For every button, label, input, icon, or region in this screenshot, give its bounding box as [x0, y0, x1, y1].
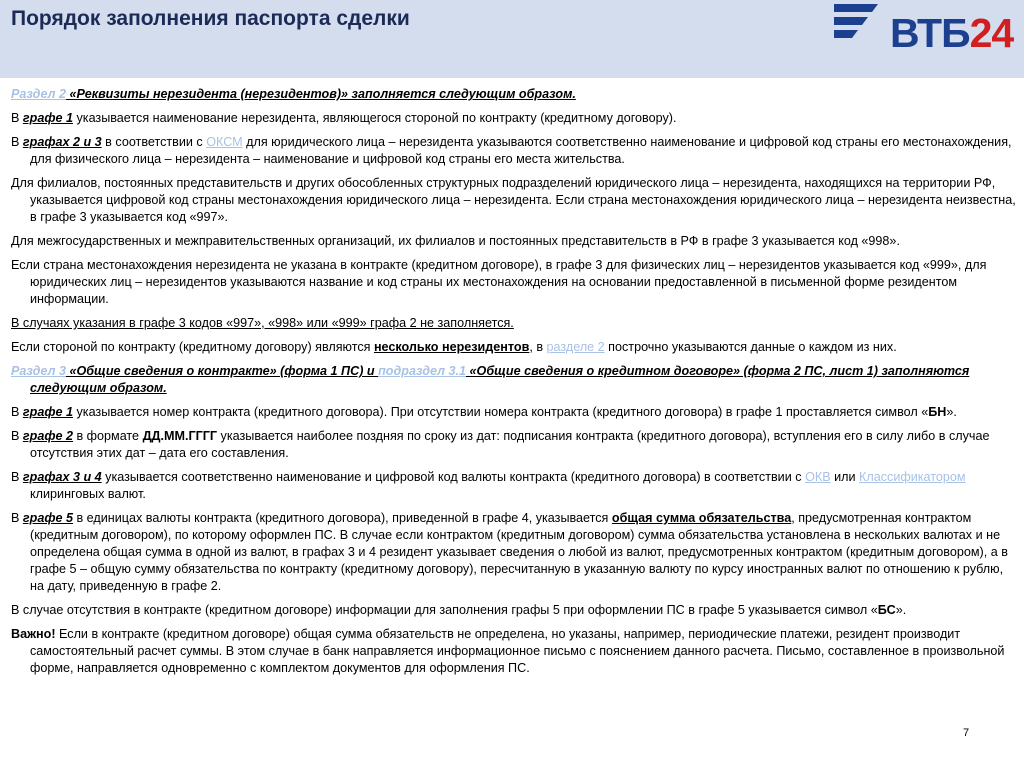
okv-link[interactable]: ОКВ: [805, 470, 831, 484]
section3-link[interactable]: Раздел 3: [11, 364, 66, 378]
slide-header: [0, 0, 1024, 78]
section3-paragraph-5: В случае отсутствия в контракте (кредитном договоре) информации для заполнения графы 5 при оформлении ПС в графе 5 указывается символ «БС».: [11, 603, 907, 617]
section3-paragraph-1: В графе 1 указывается номер контракта (кредитного договора). При отсутствии номера контракта (кредитного договора) в графе 1 проставляется символ «БН».: [11, 405, 957, 419]
vtb-stripes-icon: [834, 0, 894, 62]
section2-heading: Раздел 2 «Реквизиты нерезидента (нерезидентов)» заполняется следующим образом.: [11, 87, 576, 101]
slide-body: [11, 86, 1019, 684]
section2-paragraph-4: Для межгосударственных и межправительственных организаций, их филиалов и постоянных представительств в РФ в графе 3 указывается код «998».: [11, 234, 900, 248]
section3-paragraph-4: В графе 5 в единицах валюты контракта (кредитного договора), приведенной в графе 4, указывается общая сумма обязательства, предусмотренная контрактом (кредитным договором), по которому оформлен ПС. В случае если контрактом (кредитным договором) сумма обязательства установлена в нескольких валютах и не определена общая сумма в одной из валют, в графах 3 и 4 резидент указывает сведения о любой из валют, предусмотренных контрактом (кредитным договором), а в графе 5 – общую сумму обязательства по контракту (кредитному договору), пересчитанную в указанную валюту по курсу иностранных валют по отношению к рублю, на дату, приведенную в графе 2.: [11, 511, 1008, 593]
section2-inline-link[interactable]: разделе 2: [546, 340, 605, 354]
section2-paragraph-3: Для филиалов, постоянных представительств и других обособленных структурных подразделений юридического лица – нерезидента, находящихся на территории РФ, указывается цифровой код страны местонахождения юридического лица – нерезидента. Если страна местонахождения юридического лица – нерезидента неизвестна, в графе 3 указывается код «997».: [11, 176, 1016, 224]
section2-paragraph-2: В графах 2 и 3 в соответствии с ОКСМ для юридического лица – нерезидента указываются соответственно наименование и цифровой код страны его местонахождения, для физического лица – нерезидента – наименование и цифровой код страны его места жительства.: [11, 135, 1012, 166]
logo-wordmark: ВТБ24: [890, 10, 1014, 56]
oksm-link[interactable]: ОКСМ: [206, 135, 243, 149]
classifier-link[interactable]: Классификатором: [859, 470, 966, 484]
section3-paragraph-2: В графе 2 в формате ДД.ММ.ГГГГ указывается наиболее поздняя по сроку из дат: подписания контракта (кредитного договора), вступления его в силу либо в случае отсутствия этих дат – дата его составления.: [11, 429, 990, 460]
section2-paragraph-6: В случаях указания в графе 3 кодов «997», «998» или «999» графа 2 не заполняется.: [11, 316, 514, 330]
section2-paragraph-1: В графе 1 указывается наименование нерезидента, являющегося стороной по контракту (кредитному договору).: [11, 111, 677, 125]
subsection31-link[interactable]: подраздел 3.1: [378, 364, 467, 378]
section2-paragraph-5: Если страна местонахождения нерезидента не указана в контракте (кредитном договоре), в графе 3 для физических лиц – нерезидентов указывается код «999», для юридических лиц – нерезидентов указываются название и код страны их местонахождения на основании предоставленной в письменной форме резидентом информации.: [11, 258, 987, 306]
page-number: 7: [963, 727, 970, 739]
section3-paragraph-3: В графах 3 и 4 указывается соответственно наименование и цифровой код валюты контракта (кредитного договора) в соответствии с ОКВ или Классификатором клиринговых валют.: [11, 470, 966, 501]
section2-link[interactable]: Раздел 2: [11, 87, 66, 101]
section2-paragraph-7: Если стороной по контракту (кредитному договору) являются несколько нерезидентов, в разделе 2 построчно указываются данные о каждом из них.: [11, 340, 897, 354]
section3-paragraph-6: Важно! Если в контракте (кредитном договоре) общая сумма обязательств не определена, но указаны, например, периодические платежи, резидент производит самостоятельный расчет суммы. В этом случае в банк направляется информационное письмо с пояснением данного расчета. Письмо, составленное в произвольной форме, направляется одновременно с комплектом документов для оформления ПС.: [11, 627, 1005, 675]
section3-heading: Раздел 3 «Общие сведения о контракте» (форма 1 ПС) и подраздел 3.1 «Общие сведения о кредитном договоре» (форма 2 ПС, лист 1) заполняются следующим образом.: [11, 364, 970, 395]
vtb24-logo: [834, 0, 1024, 62]
slide-title: Порядок заполнения паспорта сделки: [11, 7, 410, 30]
